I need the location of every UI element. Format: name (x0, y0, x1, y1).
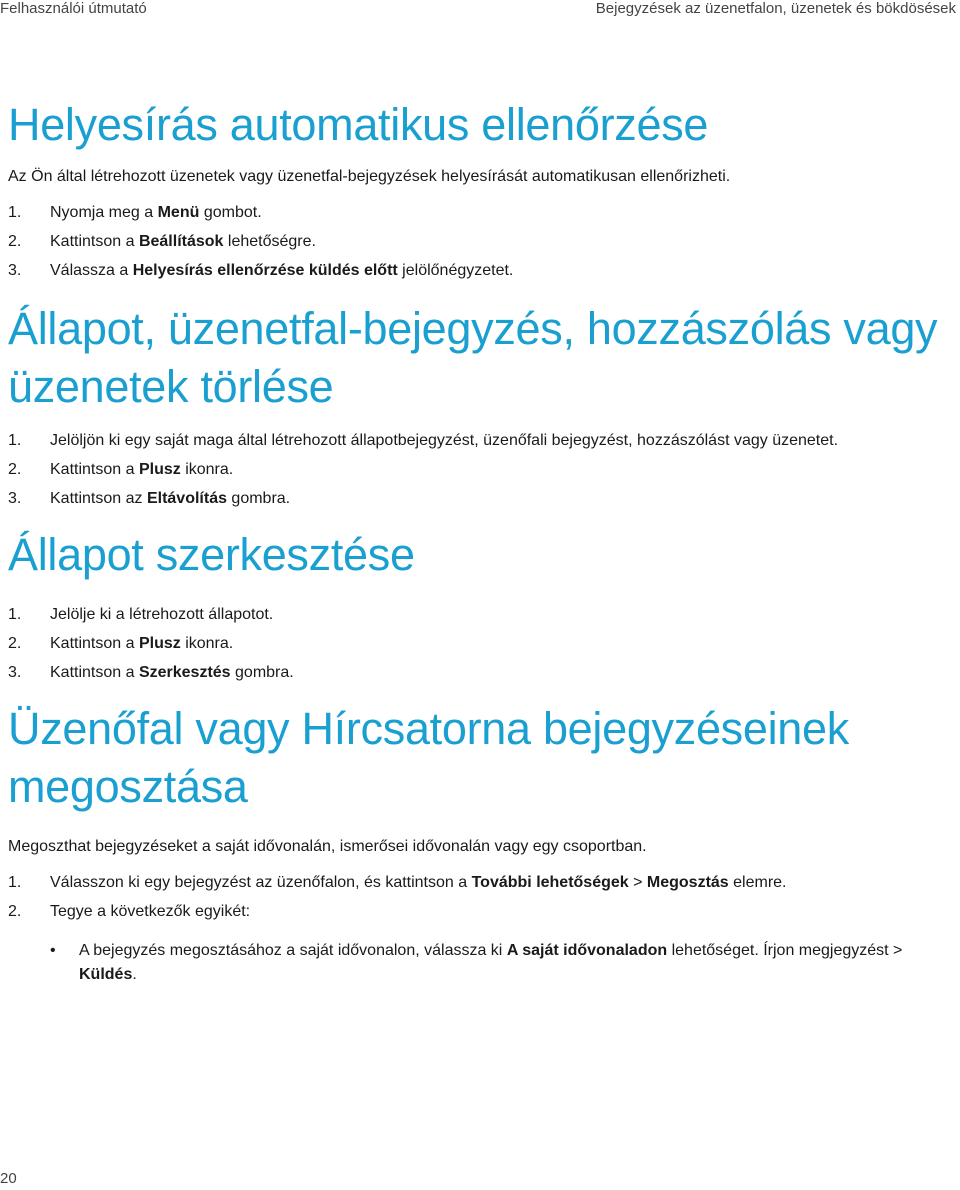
bullet-text: A bejegyzés megosztásához a saját idővonalon, válassza ki (79, 942, 507, 959)
step-text: Kattintson a (50, 635, 139, 652)
bullet-list (8, 939, 953, 987)
section-lead: Az Ön által létrehozott üzenetek vagy üzenetfal-bejegyzések helyesírását automatikusan ellenőrizheti. (8, 168, 731, 185)
bullet-bold: A saját idővonaladon (506, 942, 668, 959)
running-header-left: Felhasználói útmutató (0, 0, 147, 17)
step-number: 1. (8, 606, 22, 623)
step-item (8, 633, 953, 655)
step-text: Kattintson az (50, 490, 147, 507)
step-number: 3. (8, 664, 22, 681)
step-text: gombra. (230, 664, 294, 681)
step-item (8, 202, 953, 224)
step-number: 1. (8, 204, 22, 221)
step-text: > (628, 874, 647, 891)
bullet-text: lehetőséget. Írjon megjegyzést > (667, 942, 903, 959)
bullet-bold: Küldés (79, 966, 133, 983)
step-list (8, 872, 953, 923)
step-item (8, 430, 953, 452)
step-text: gombra. (226, 490, 291, 507)
step-text: Válassza a (50, 262, 133, 279)
step-list (8, 604, 953, 684)
step-bold: Helyesírás ellenőrzése küldés előtt (132, 262, 398, 279)
step-text: Kattintson a (50, 233, 139, 250)
section-title: Állapot szerkesztése (8, 529, 415, 580)
step-text: Jelöljön ki egy saját maga által létrehozott állapotbejegyzést, üzenőfali bejegyzést, hozzászólást vagy üzenetet. (50, 432, 839, 449)
step-item (8, 260, 953, 282)
step-item (8, 872, 953, 894)
step-text: lehetőségre. (223, 233, 316, 250)
step-number: 2. (8, 461, 22, 478)
step-bold: Plusz (138, 635, 181, 652)
step-item (8, 459, 953, 481)
running-header-right: Bejegyzések az üzenetfalon, üzenetek és bökdösések (595, 0, 956, 17)
step-item (8, 662, 953, 684)
step-number: 3. (8, 262, 22, 279)
step-list (8, 202, 953, 282)
step-number: 2. (8, 635, 22, 652)
step-text: ikonra. (180, 461, 234, 478)
step-bold: Menü (157, 204, 200, 221)
section-edit-status (8, 526, 953, 684)
bullet-item (8, 939, 953, 987)
step-text: Kattintson a (50, 461, 139, 478)
step-item (8, 488, 953, 510)
section-title: Helyesírás automatikus ellenőrzése (8, 99, 709, 150)
step-number: 2. (8, 903, 22, 920)
section-delete (8, 300, 953, 510)
step-bold: Plusz (138, 461, 181, 478)
document-body (8, 96, 953, 987)
step-bold: További lehetőségek (471, 874, 629, 891)
step-number: 3. (8, 490, 22, 507)
step-number: 1. (8, 432, 22, 449)
section-title: Üzenőfal vagy Hírcsatorna bejegyzéseinek megosztása (8, 703, 849, 812)
section-lead: Megoszthat bejegyzéseket a saját idővonalán, ismerősei idővonalán vagy egy csoportban. (8, 838, 647, 855)
section-spellcheck (8, 96, 953, 282)
section-title: Állapot, üzenetfal-bejegyzés, hozzászólás vagy üzenetek törlése (8, 303, 938, 412)
step-item (8, 901, 953, 923)
step-bold: Eltávolítás (146, 490, 227, 507)
step-number: 2. (8, 233, 22, 250)
step-text: gombot. (199, 204, 262, 221)
section-share (8, 700, 953, 987)
step-item (8, 604, 953, 626)
step-bold: Beállítások (138, 233, 224, 250)
bullet-icon: • (50, 942, 56, 959)
step-item (8, 231, 953, 253)
step-bold: Megosztás (646, 874, 729, 891)
bullet-text: . (132, 966, 137, 983)
step-number: 1. (8, 874, 22, 891)
step-text: Jelölje ki a létrehozott állapotot. (50, 606, 274, 623)
step-bold: Szerkesztés (138, 664, 231, 681)
step-text: Tegye a következők egyikét: (50, 903, 251, 920)
step-text: ikonra. (180, 635, 234, 652)
step-text: jelölőnégyzetet. (397, 262, 514, 279)
step-text: elemre. (728, 874, 787, 891)
step-text: Válasszon ki egy bejegyzést az üzenőfalon, és kattintson a (50, 874, 472, 891)
step-text: Nyomja meg a (50, 204, 158, 221)
step-list (8, 430, 953, 510)
step-text: Kattintson a (50, 664, 139, 681)
page-number: 20 (0, 1170, 17, 1187)
